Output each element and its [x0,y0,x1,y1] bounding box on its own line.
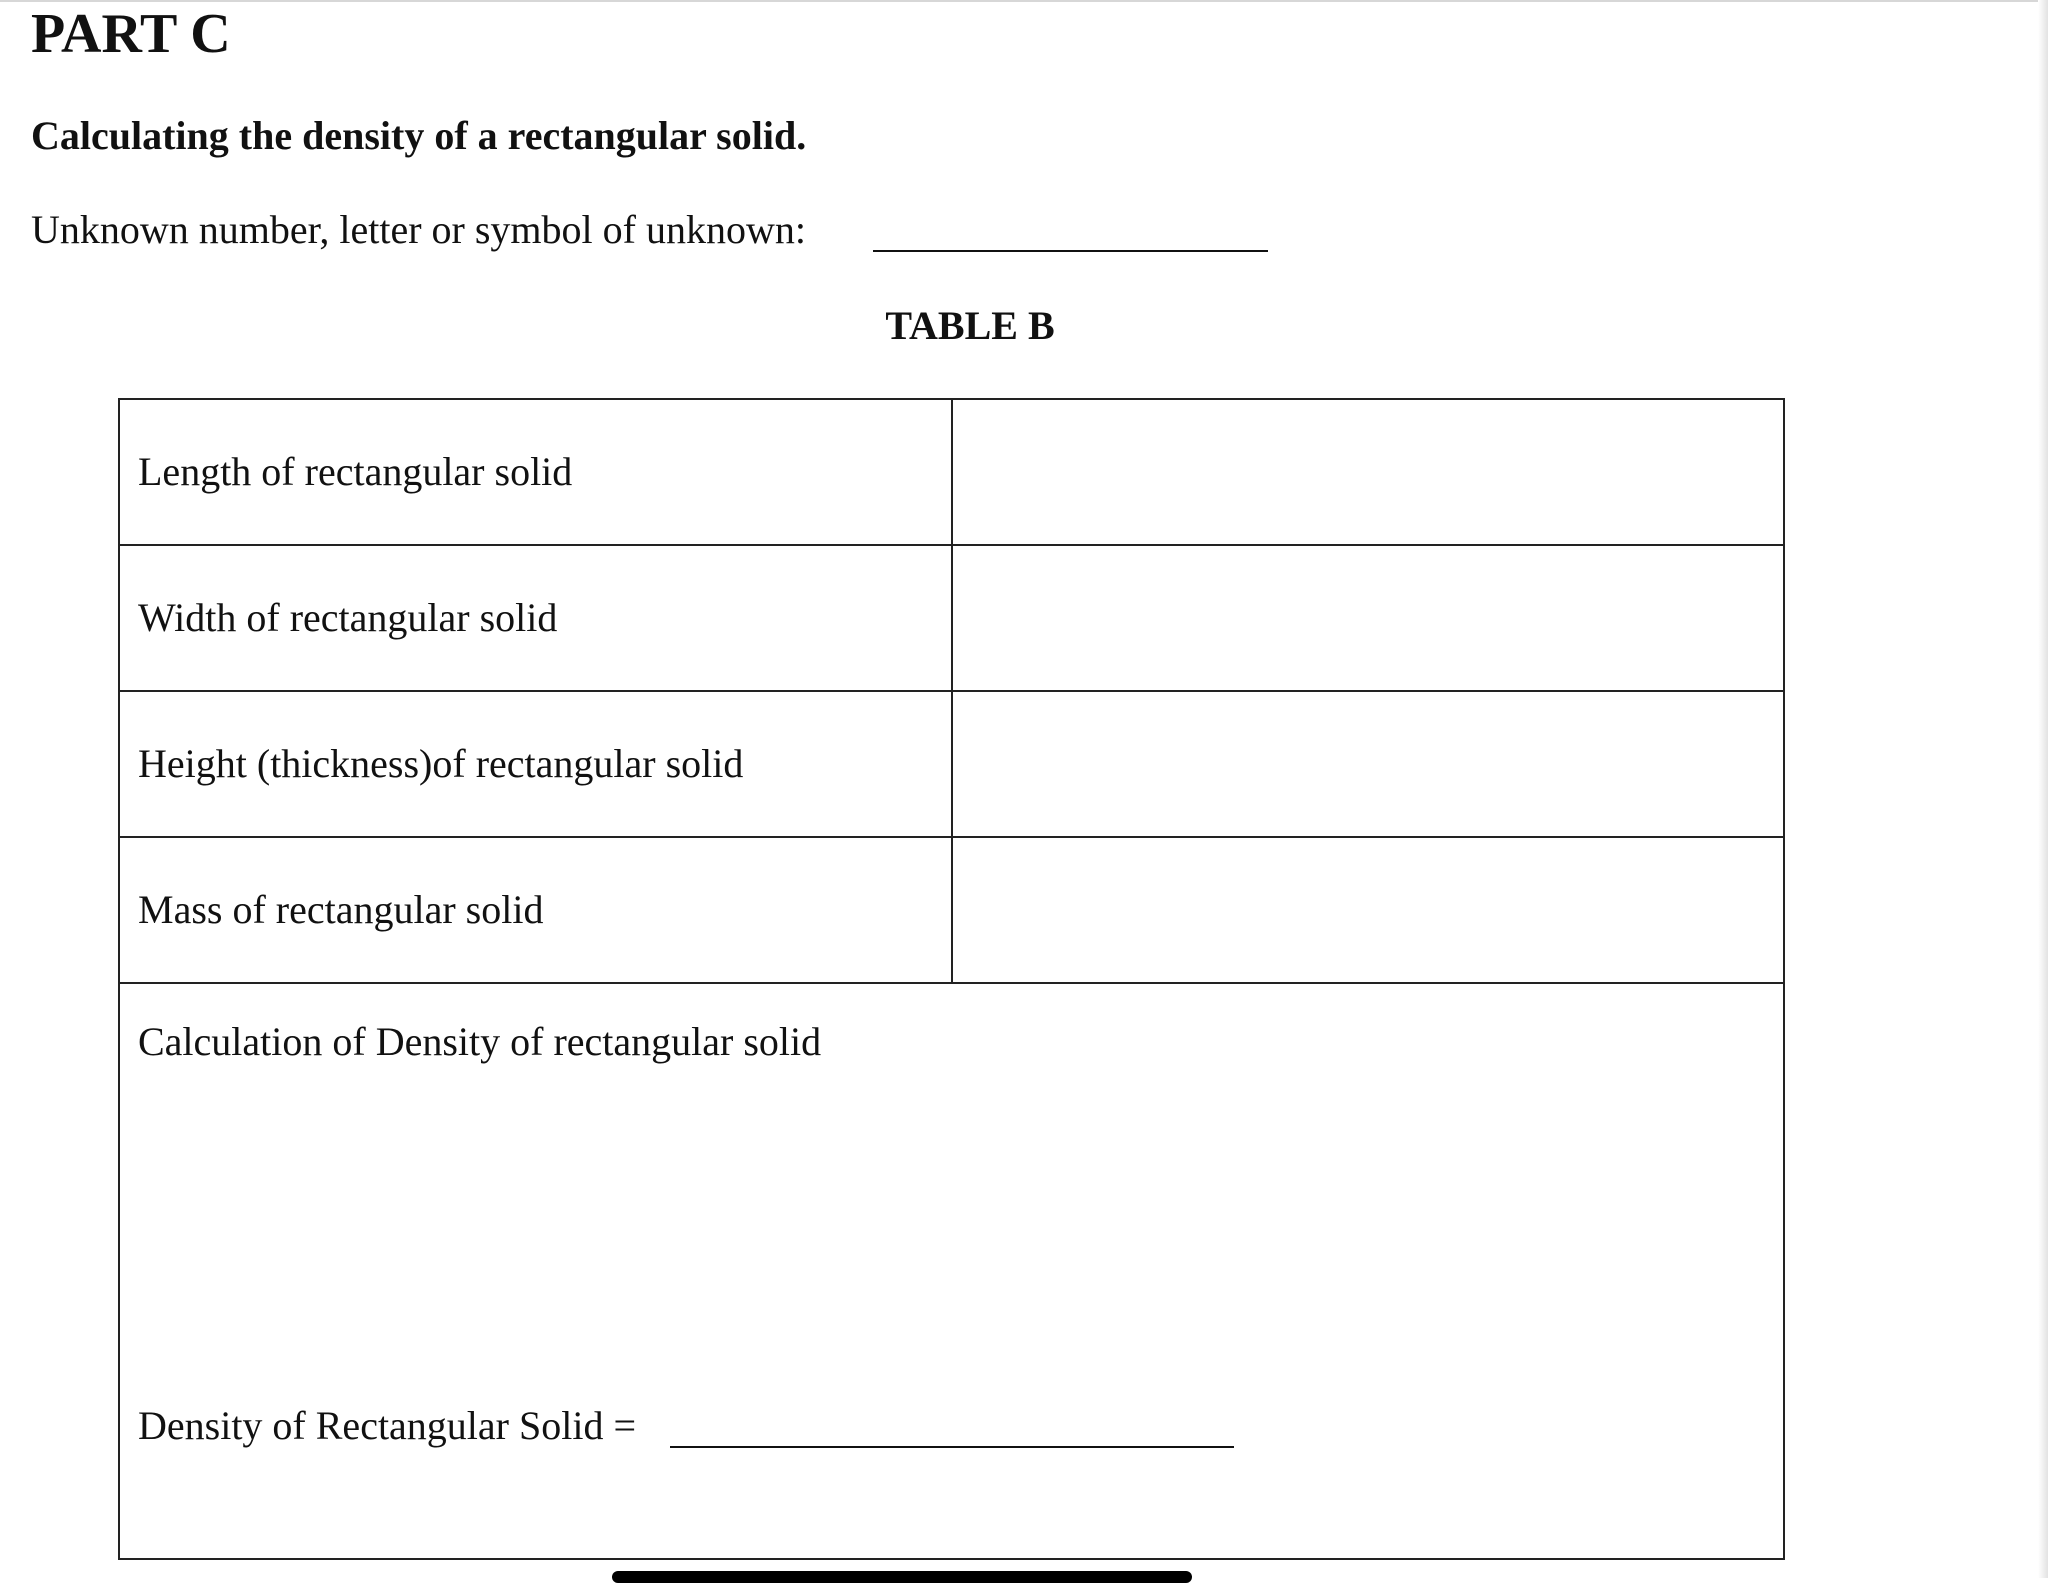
calculation-cell[interactable] [120,984,1783,1560]
table-row-mass [120,838,1783,984]
width-value-cell[interactable] [953,546,1783,690]
row-label: Length of rectangular solid [138,449,573,494]
mass-value-cell[interactable] [953,838,1783,982]
row-label: Mass of rectangular solid [138,887,544,932]
section-subtitle: Calculating the density of a rectangular solid. [31,113,807,158]
page-top-border [0,0,2048,2]
row-label-cell [120,546,953,690]
calculation-label: Calculation of Density of rectangular solid [138,1019,822,1064]
data-table [118,398,1785,1560]
row-label-cell [120,400,953,544]
length-value-cell[interactable] [953,400,1783,544]
unknown-answer-blank[interactable] [873,250,1268,252]
row-label-cell [120,692,953,836]
page-right-edge [2038,0,2048,1578]
density-answer-blank[interactable] [670,1446,1234,1448]
table-row-height [120,692,1783,838]
table-row-length [120,400,1783,546]
row-label-cell [120,838,953,982]
height-value-cell[interactable] [953,692,1783,836]
row-label: Height (thickness)of rectangular solid [138,741,744,786]
table-row-width [120,546,1783,692]
part-title: PART C [31,3,231,65]
table-title: TABLE B [885,303,1055,348]
density-label: Density of Rectangular Solid = [138,1403,637,1448]
home-indicator-bar [612,1571,1192,1583]
unknown-prompt: Unknown number, letter or symbol of unknown: [31,207,806,252]
row-label: Width of rectangular solid [138,595,558,640]
